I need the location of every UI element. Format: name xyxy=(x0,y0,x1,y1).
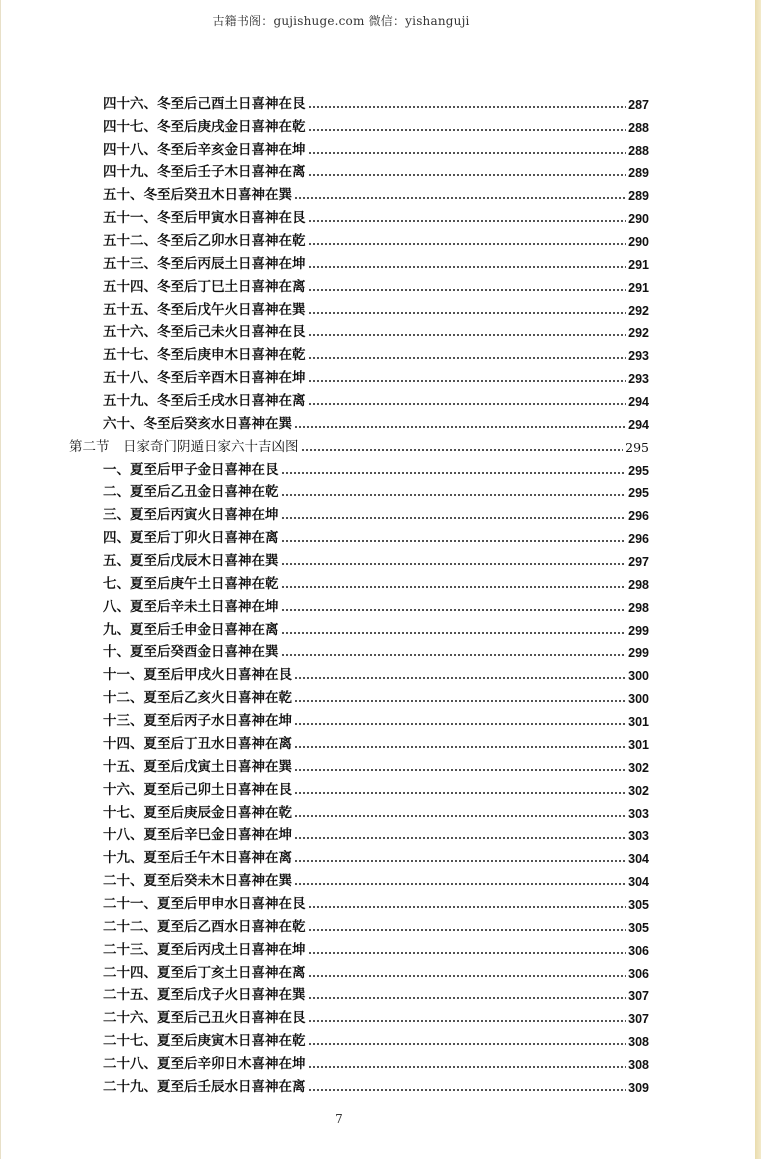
toc-entry-page-number: 304 xyxy=(628,852,649,867)
dot-leader xyxy=(308,143,627,155)
toc-entry[interactable] xyxy=(69,821,649,844)
dot-leader xyxy=(281,531,627,543)
dot-leader xyxy=(308,966,627,978)
dot-leader xyxy=(294,691,626,703)
toc-entry-title: 五十三、冬至后丙辰土日喜神在坤 xyxy=(103,255,306,271)
toc-entry-title: 五十、冬至后癸丑木日喜神在巽 xyxy=(103,187,292,203)
toc-entry-title: 五十六、冬至后己未火日喜神在艮 xyxy=(103,324,306,340)
toc-entry-title: 二十四、夏至后丁亥土日喜神在离 xyxy=(103,964,306,980)
toc-entry[interactable] xyxy=(69,981,649,1004)
dot-leader xyxy=(308,120,627,132)
toc-entry-page-number: 293 xyxy=(628,372,649,387)
dot-leader xyxy=(294,188,626,200)
toc-entry-page-number: 307 xyxy=(628,1012,649,1027)
toc-section-heading[interactable] xyxy=(69,432,649,455)
dot-leader xyxy=(308,1034,627,1046)
toc-entry-title: 九、夏至后壬申金日喜神在离 xyxy=(103,621,279,637)
toc-entry-page-number: 296 xyxy=(628,509,649,524)
toc-entry[interactable] xyxy=(69,660,649,683)
dot-leader xyxy=(294,714,626,726)
toc-entry-title: 十三、夏至后丙子水日喜神在坤 xyxy=(103,713,292,729)
toc-entry-page-number: 306 xyxy=(628,966,649,981)
dot-leader xyxy=(308,280,627,292)
toc-entry-page-number: 303 xyxy=(628,829,649,844)
toc-entry-title: 十七、夏至后庚辰金日喜神在乾 xyxy=(103,804,292,820)
toc-entry-page-number: 306 xyxy=(628,943,649,958)
dot-leader xyxy=(308,97,627,109)
toc-entry-page-number: 308 xyxy=(628,1057,649,1072)
toc-entry[interactable] xyxy=(69,912,649,935)
page-right-edge xyxy=(755,0,761,1159)
dot-leader xyxy=(308,234,627,246)
dot-leader xyxy=(308,325,627,337)
toc-entry[interactable] xyxy=(69,112,649,135)
dot-leader xyxy=(308,1011,627,1023)
toc-entry[interactable] xyxy=(69,615,649,638)
toc-entry[interactable] xyxy=(69,1003,649,1026)
toc-entry[interactable] xyxy=(69,958,649,981)
toc-entry-page-number: 299 xyxy=(628,623,649,638)
toc-entry[interactable] xyxy=(69,363,649,386)
toc-entry-title: 第二节 日家奇门阴遁日家六十吉凶图 xyxy=(69,438,299,455)
toc-entry-page-number: 307 xyxy=(628,989,649,1004)
toc-entry[interactable] xyxy=(69,340,649,363)
toc-entry-title: 五十七、冬至后庚申木日喜神在乾 xyxy=(103,347,306,363)
toc-entry-title: 六十、冬至后癸亥水日喜神在巽 xyxy=(103,415,292,431)
toc-entry-title: 十九、夏至后壬午木日喜神在离 xyxy=(103,850,292,866)
toc-entry-title: 五十九、冬至后壬戌水日喜神在离 xyxy=(103,393,306,409)
toc-entry[interactable] xyxy=(69,500,649,523)
dot-leader xyxy=(294,668,626,680)
toc-entry-page-number: 295 xyxy=(628,463,649,478)
page-number: 7 xyxy=(335,1112,343,1126)
toc-entry-page-number: 298 xyxy=(628,600,649,615)
toc-entry-title: 二十七、夏至后庚寅木日喜神在乾 xyxy=(103,1033,306,1049)
toc-entry-page-number: 300 xyxy=(628,669,649,684)
dot-leader xyxy=(294,874,626,886)
toc-entry-page-number: 290 xyxy=(628,212,649,227)
dot-leader xyxy=(308,920,627,932)
dot-leader xyxy=(281,623,627,635)
toc-entry[interactable] xyxy=(69,318,649,341)
toc-entry-title: 一、夏至后甲子金日喜神在艮 xyxy=(103,461,279,477)
dot-leader xyxy=(308,371,627,383)
toc-entry-page-number: 292 xyxy=(628,303,649,318)
dot-leader xyxy=(308,165,627,177)
toc-entry-title: 十、夏至后癸酉金日喜神在巽 xyxy=(103,644,279,660)
dot-leader xyxy=(294,737,626,749)
dot-leader xyxy=(308,303,627,315)
toc-entry-page-number: 299 xyxy=(628,646,649,661)
toc-entry[interactable] xyxy=(69,89,649,112)
toc-entry-title: 五十一、冬至后甲寅水日喜神在艮 xyxy=(103,210,306,226)
toc-entry-page-number: 302 xyxy=(628,783,649,798)
dot-leader xyxy=(294,806,626,818)
dot-leader xyxy=(294,417,626,429)
watermark-header: 古籍书阁：gujishuge.com 微信：yishanguji xyxy=(212,14,470,28)
toc-entry-title: 二十五、夏至后戊子火日喜神在巽 xyxy=(103,987,306,1003)
toc-entry-page-number: 298 xyxy=(628,577,649,592)
toc-entry[interactable] xyxy=(69,775,649,798)
toc-entry-title: 二十八、夏至后辛卯日木喜神在坤 xyxy=(103,1055,306,1071)
dot-leader xyxy=(294,783,626,795)
toc-entry[interactable] xyxy=(69,592,649,615)
toc-entry[interactable] xyxy=(69,295,649,318)
toc-entry-title: 十二、夏至后乙亥火日喜神在乾 xyxy=(103,690,292,706)
toc-entry[interactable] xyxy=(69,203,649,226)
toc-entry-page-number: 308 xyxy=(628,1035,649,1050)
toc-entry-title: 二十二、夏至后乙酉水日喜神在乾 xyxy=(103,918,306,934)
toc-entry-title: 五十八、冬至后辛酉木日喜神在坤 xyxy=(103,370,306,386)
toc-entry-title: 五、夏至后戊辰木日喜神在巽 xyxy=(103,553,279,569)
toc-entry-page-number: 288 xyxy=(628,120,649,135)
toc-entry[interactable] xyxy=(69,889,649,912)
toc-entry-title: 十八、夏至后辛巳金日喜神在坤 xyxy=(103,827,292,843)
toc-entry-title: 五十五、冬至后戊午火日喜神在巽 xyxy=(103,301,306,317)
toc-entry-title: 七、夏至后庚午土日喜神在乾 xyxy=(103,575,279,591)
toc-entry[interactable] xyxy=(69,272,649,295)
dot-leader xyxy=(308,988,627,1000)
toc-entry-page-number: 288 xyxy=(628,143,649,158)
toc-entry-title: 五十四、冬至后丁巳土日喜神在离 xyxy=(103,278,306,294)
toc-entry-page-number: 293 xyxy=(628,349,649,364)
toc-entry-title: 三、夏至后丙寅火日喜神在坤 xyxy=(103,507,279,523)
toc-entry-title: 二十九、夏至后壬辰水日喜神在离 xyxy=(103,1078,306,1094)
toc-entry-page-number: 297 xyxy=(628,555,649,570)
toc-entry-title: 十一、夏至后甲戌火日喜神在艮 xyxy=(103,667,292,683)
dot-leader xyxy=(308,394,627,406)
toc-entry-page-number: 290 xyxy=(628,235,649,250)
toc-entry-page-number: 294 xyxy=(628,417,649,432)
toc-entry[interactable] xyxy=(69,180,649,203)
toc-entry[interactable] xyxy=(69,1026,649,1049)
toc-entry-title: 四十六、冬至后己酉土日喜神在艮 xyxy=(103,95,306,111)
toc-entry-page-number: 305 xyxy=(628,897,649,912)
dot-leader xyxy=(308,897,627,909)
toc-entry[interactable] xyxy=(69,683,649,706)
dot-leader xyxy=(281,485,627,497)
toc-entry-page-number: 294 xyxy=(628,395,649,410)
toc-entry-page-number: 287 xyxy=(628,97,649,112)
toc-entry-page-number: 291 xyxy=(628,280,649,295)
toc-entry[interactable] xyxy=(69,866,649,889)
toc-entry-title: 二十一、夏至后甲申水日喜神在艮 xyxy=(103,895,306,911)
toc-entry[interactable] xyxy=(69,226,649,249)
toc-entry[interactable] xyxy=(69,546,649,569)
dot-leader xyxy=(281,600,627,612)
toc-entry-page-number: 301 xyxy=(628,715,649,730)
toc-entry[interactable] xyxy=(69,843,649,866)
dot-leader xyxy=(308,348,627,360)
toc-entry[interactable] xyxy=(69,249,649,272)
dot-leader xyxy=(281,463,627,475)
toc-entry[interactable] xyxy=(69,935,649,958)
toc-entry[interactable] xyxy=(69,158,649,181)
toc-entry[interactable] xyxy=(69,798,649,821)
toc-entry-page-number: 300 xyxy=(628,692,649,707)
dot-leader xyxy=(281,554,627,566)
toc-entry-title: 八、夏至后辛未土日喜神在坤 xyxy=(103,598,279,614)
toc-entry[interactable] xyxy=(69,706,649,729)
toc-entry[interactable] xyxy=(69,1072,649,1095)
toc-entry[interactable] xyxy=(69,729,649,752)
dot-leader xyxy=(301,440,624,452)
toc-entry[interactable] xyxy=(69,135,649,158)
dot-leader xyxy=(281,577,627,589)
toc-entry-page-number: 302 xyxy=(628,760,649,775)
toc-entry-title: 二十三、夏至后丙戌土日喜神在坤 xyxy=(103,941,306,957)
toc-entry-title: 十六、夏至后己卯土日喜神在艮 xyxy=(103,781,292,797)
toc-entry[interactable] xyxy=(69,1049,649,1072)
toc-entry-page-number: 292 xyxy=(628,326,649,341)
toc-entry-title: 十四、夏至后丁丑水日喜神在离 xyxy=(103,735,292,751)
toc-entry-title: 二、夏至后乙丑金日喜神在乾 xyxy=(103,484,279,500)
toc-entry-title: 十五、夏至后戊寅土日喜神在巽 xyxy=(103,758,292,774)
toc-entry-page-number: 296 xyxy=(628,532,649,547)
dot-leader xyxy=(294,760,626,772)
dot-leader xyxy=(281,508,627,520)
toc-entry-page-number: 304 xyxy=(628,875,649,890)
dot-leader xyxy=(294,851,626,863)
dot-leader xyxy=(294,828,626,840)
toc-entry-page-number: 289 xyxy=(628,166,649,181)
toc-entry-title: 四十八、冬至后辛亥金日喜神在坤 xyxy=(103,141,306,157)
toc-entry-page-number: 295 xyxy=(628,486,649,501)
dot-leader xyxy=(308,211,627,223)
toc-entry[interactable] xyxy=(69,386,649,409)
toc-entry-page-number: 295 xyxy=(625,439,649,455)
toc-entry-title: 四十九、冬至后壬子木日喜神在离 xyxy=(103,164,306,180)
toc-entry-page-number: 291 xyxy=(628,257,649,272)
toc-entry-page-number: 309 xyxy=(628,1080,649,1095)
toc-entry-page-number: 305 xyxy=(628,920,649,935)
toc-entry[interactable] xyxy=(69,478,649,501)
toc-entry-title: 五十二、冬至后乙卯水日喜神在乾 xyxy=(103,233,306,249)
dot-leader xyxy=(308,943,627,955)
toc-entry[interactable] xyxy=(69,752,649,775)
dot-leader xyxy=(308,1080,627,1092)
toc-entry-page-number: 303 xyxy=(628,806,649,821)
dot-leader xyxy=(308,257,627,269)
toc-entry-title: 二十六、夏至后己丑火日喜神在艮 xyxy=(103,1010,306,1026)
toc-entry[interactable] xyxy=(69,409,649,432)
toc-entry-page-number: 289 xyxy=(628,189,649,204)
table-of-contents xyxy=(69,89,649,1095)
toc-entry[interactable] xyxy=(69,638,649,661)
toc-entry[interactable] xyxy=(69,523,649,546)
dot-leader xyxy=(308,1057,627,1069)
toc-entry-title: 四、夏至后丁卯火日喜神在离 xyxy=(103,530,279,546)
toc-entry-title: 四十七、冬至后庚戌金日喜神在乾 xyxy=(103,118,306,134)
toc-entry-page-number: 301 xyxy=(628,737,649,752)
dot-leader xyxy=(281,645,627,657)
toc-entry[interactable] xyxy=(69,569,649,592)
toc-entry[interactable] xyxy=(69,455,649,478)
toc-entry-title: 二十、夏至后癸未木日喜神在巽 xyxy=(103,873,292,889)
